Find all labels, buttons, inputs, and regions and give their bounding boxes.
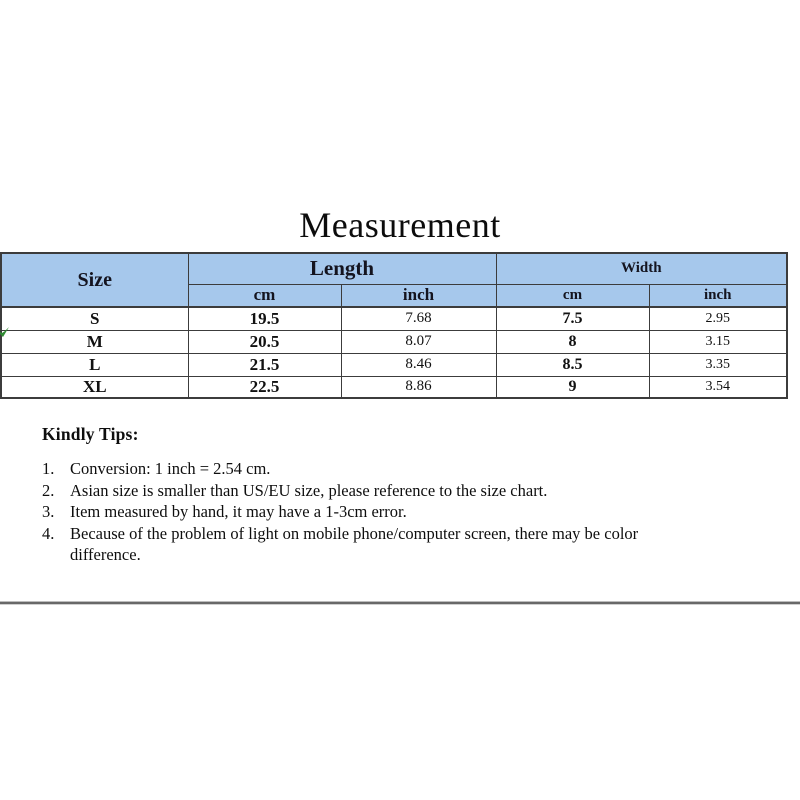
- list-item: [42, 523, 742, 566]
- cell-width-inch: 3.54: [649, 376, 787, 398]
- tips-heading: Kindly Tips:: [42, 424, 139, 444]
- cell-size: S: [1, 307, 188, 330]
- tip-text: Because of the problem of light on mobile phone/computer screen, there may be color difference.: [70, 523, 639, 564]
- tip-number: 2.: [42, 480, 55, 500]
- cell-length-cm: 20.5: [188, 330, 341, 353]
- page-title: Measurement: [299, 205, 501, 245]
- list-item: [42, 501, 742, 523]
- tip-number: 3.: [42, 502, 55, 521]
- cell-length-inch: 8.07: [341, 330, 496, 353]
- tip-text: Item measured by hand, it may have a 1-3cm error.: [70, 502, 407, 521]
- cell-size: XL: [1, 376, 188, 398]
- cell-length-cm: 22.5: [188, 376, 341, 398]
- cell-width-inch: 2.95: [649, 307, 787, 330]
- list-item: [42, 480, 742, 502]
- header-width-inch: inch: [649, 284, 787, 307]
- cell-size: M: [1, 330, 188, 353]
- tips-list: [42, 458, 742, 566]
- cell-width-cm: 8: [496, 330, 649, 353]
- tip-number: 4.: [42, 523, 55, 543]
- cell-width-cm: 7.5: [496, 307, 649, 330]
- bottom-divider-line: [0, 601, 800, 605]
- header-length-inch: inch: [341, 284, 496, 307]
- measurement-table: [0, 252, 788, 399]
- green-checkmark-artifact-icon: [0, 326, 9, 338]
- cell-length-inch: 8.46: [341, 353, 496, 376]
- cell-length-cm: 21.5: [188, 353, 341, 376]
- table-row: [1, 376, 787, 398]
- header-length-cm: cm: [188, 284, 341, 307]
- tip-text: Asian size is smaller than US/EU size, please reference to the size chart.: [70, 480, 548, 500]
- list-item: [42, 458, 742, 480]
- cell-width-inch: 3.15: [649, 330, 787, 353]
- cell-length-inch: 8.86: [341, 376, 496, 398]
- cell-length-inch: 7.68: [341, 307, 496, 330]
- tip-number: 1.: [42, 459, 55, 478]
- cell-width-cm: 9: [496, 376, 649, 398]
- table-row: [1, 330, 787, 353]
- header-width-cm: cm: [496, 284, 649, 307]
- cell-length-cm: 19.5: [188, 307, 341, 330]
- tip-text: Conversion: 1 inch = 2.54 cm.: [70, 459, 271, 478]
- kindly-tips-section: [42, 424, 742, 566]
- header-length: Length: [188, 253, 496, 284]
- cell-width-inch: 3.35: [649, 353, 787, 376]
- table-row: [1, 307, 787, 330]
- cell-size: L: [1, 353, 188, 376]
- header-size: Size: [1, 253, 188, 307]
- header-width: Width: [496, 253, 787, 284]
- table-row: [1, 353, 787, 376]
- cell-width-cm: 8.5: [496, 353, 649, 376]
